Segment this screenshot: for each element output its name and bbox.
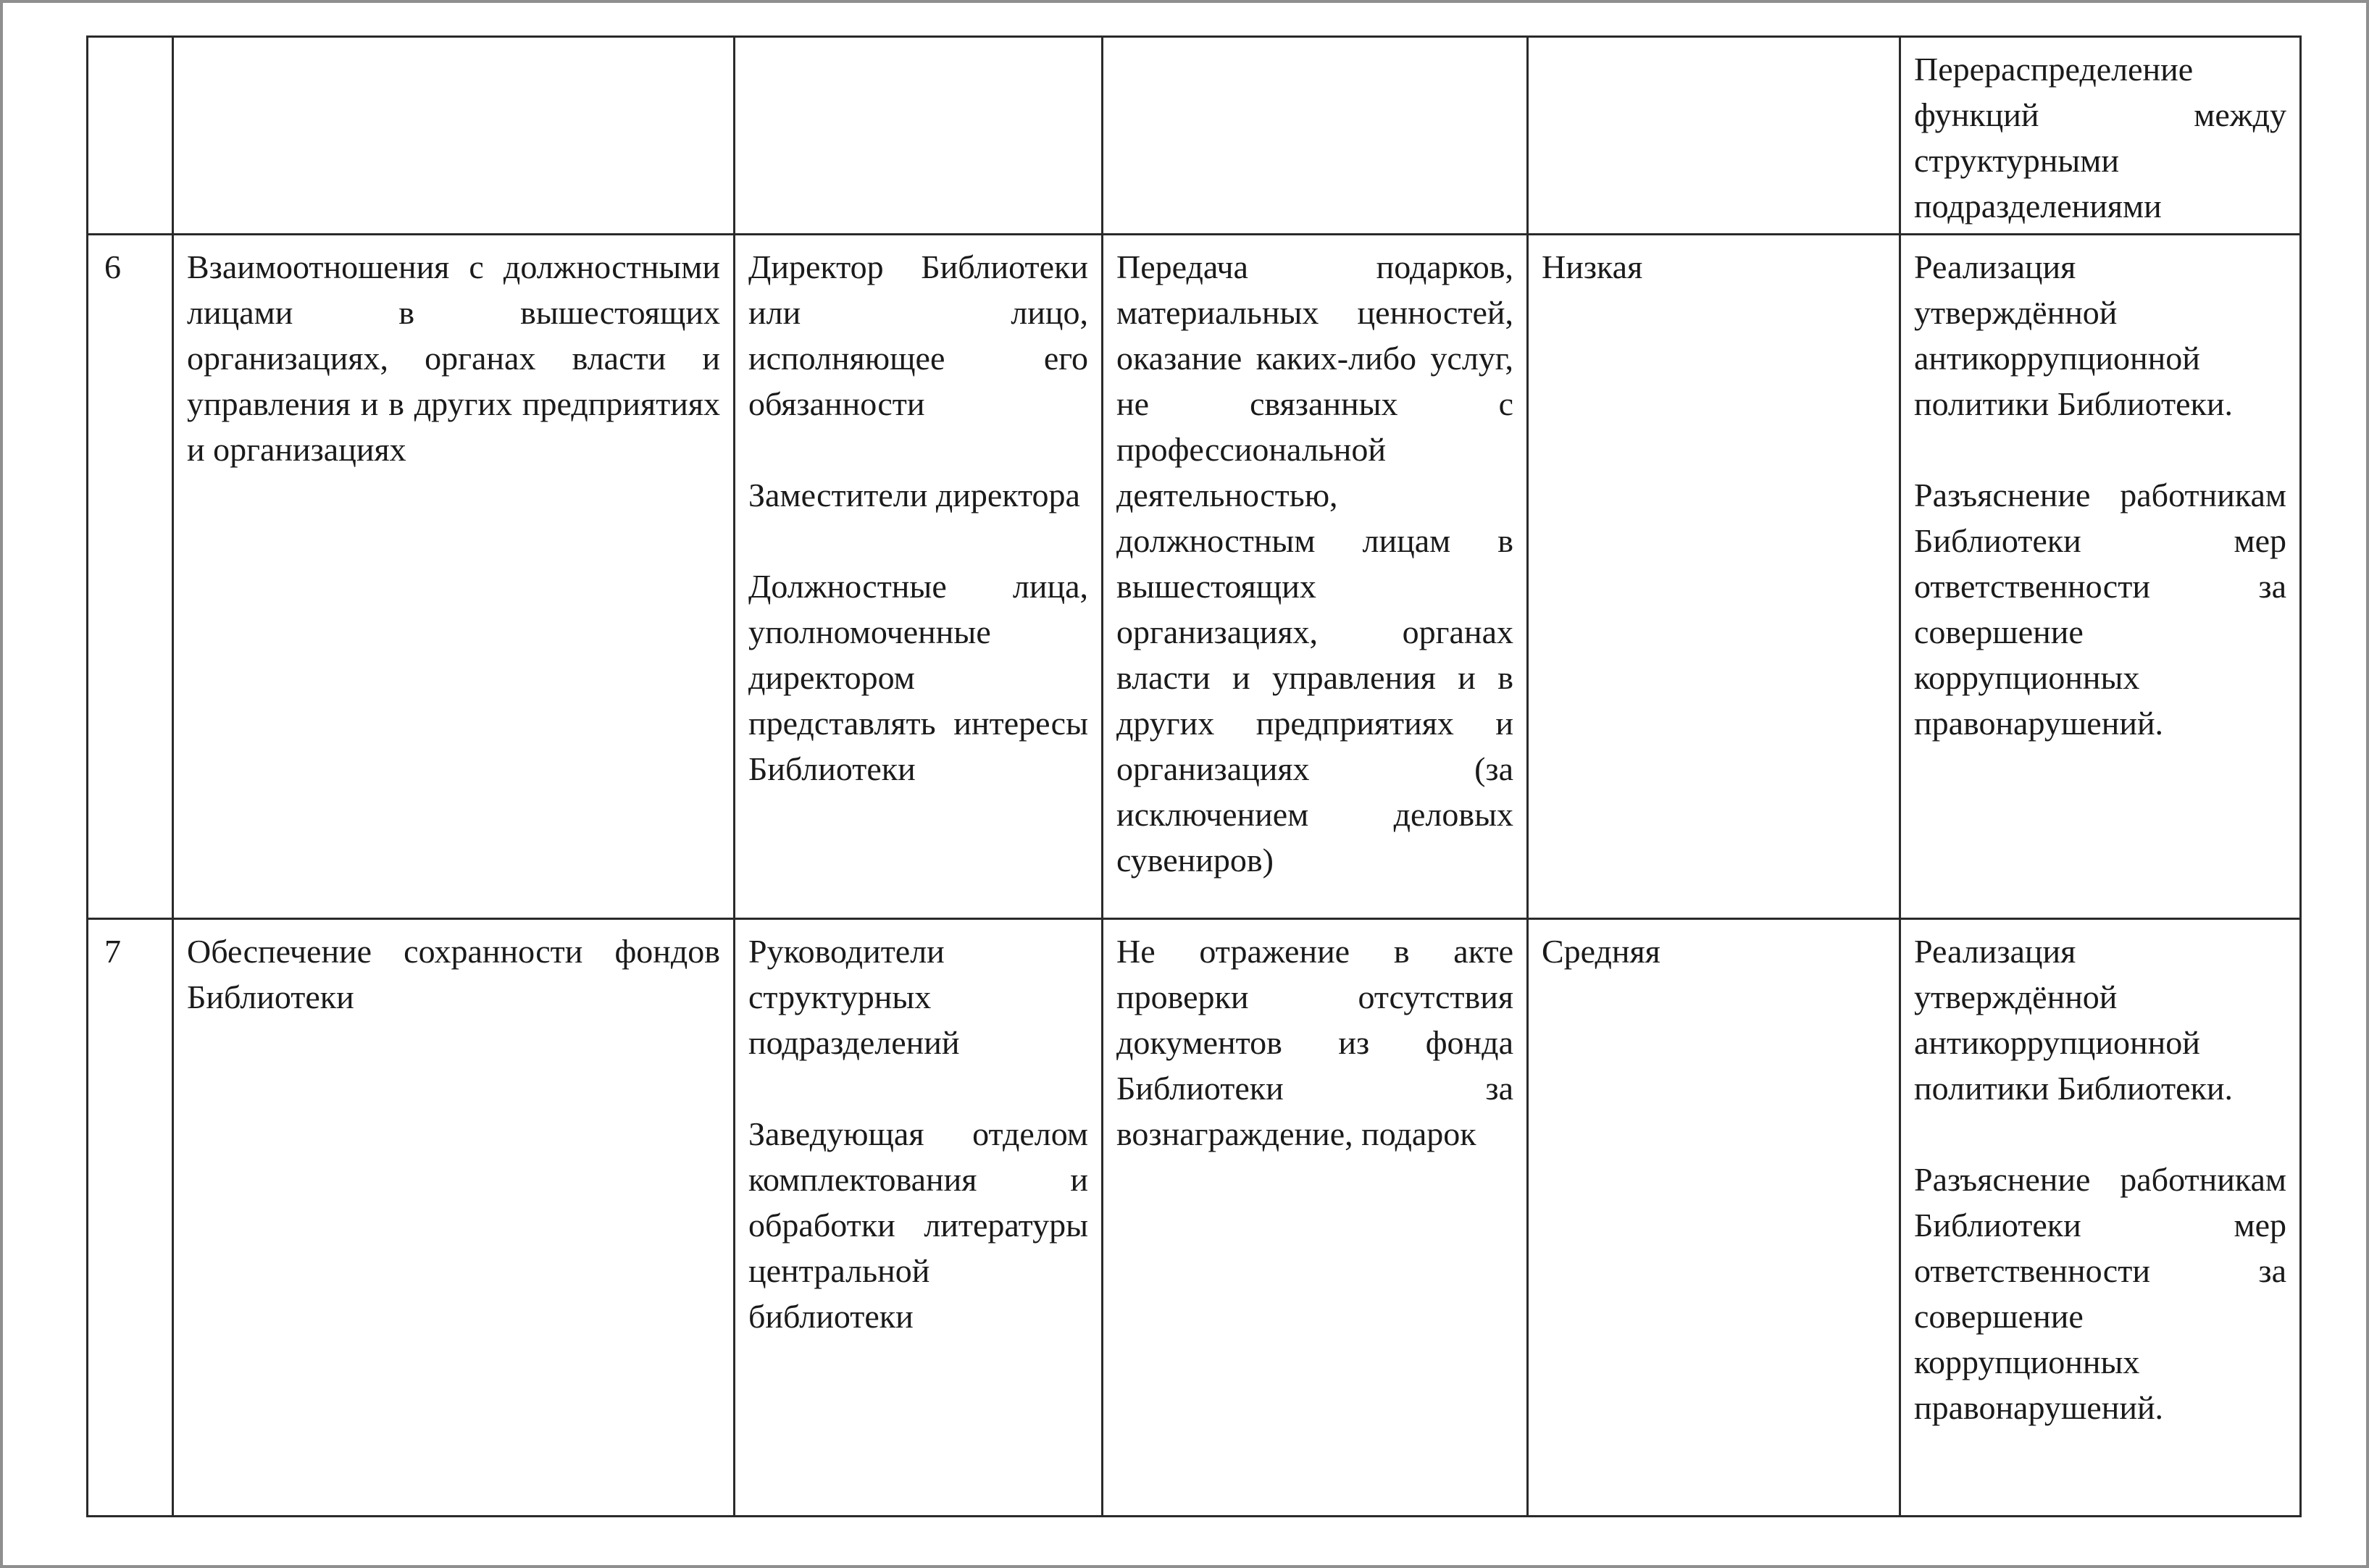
table-row-continued <box>88 37 2301 235</box>
cell-activity: Взаимоотношения с должностными лицами в вышестоящих организациях, органах власти и управления и в других предприятиях и организациях <box>173 235 735 919</box>
official-item: Заместители директора <box>748 477 1080 513</box>
cell-number: 6 <box>88 235 173 919</box>
measure-item: Разъяснение работникам Библиотеки мер ответственности за совершение коррупционных правонарушений. <box>1914 477 2286 742</box>
cell-level: Низкая <box>1528 235 1900 919</box>
cell-officials <box>735 235 1103 919</box>
cell-officials <box>735 37 1103 235</box>
table-row <box>88 235 2301 919</box>
measure-text: Перераспределение функций между структурными подразделениями <box>1914 51 2286 225</box>
cell-risk: Передача подарков, материальных ценностей, оказание каких-либо услуг, не связанных с профессиональной деятельностью, должностным лицам в вышестоящих организациях, органах власти и управления и в других предприятиях и организациях (за исключением деловых сувениров) <box>1103 235 1528 919</box>
cell-measures <box>1900 37 2301 235</box>
cell-measures <box>1900 235 2301 919</box>
measure-item: Реализация утверждённой антикоррупционной политики Библиотеки. <box>1914 933 2234 1107</box>
measure-item: Разъяснение работникам Библиотеки мер ответственности за совершение коррупционных правонарушений. <box>1914 1161 2286 1426</box>
table-row <box>88 919 2301 1517</box>
cell-risk <box>1103 37 1528 235</box>
cell-officials <box>735 919 1103 1517</box>
cell-risk: Не отражение в акте проверки отсутствия документов из фонда Библиотеки за вознаграждение, подарок <box>1103 919 1528 1517</box>
cell-number <box>88 37 173 235</box>
official-item: Директор Библиотеки или лицо, исполняющее его обязанности <box>748 248 1088 422</box>
cell-level: Средняя <box>1528 919 1900 1517</box>
official-item: Заведующая отделом комплектования и обработки литературы центральной библиотеки <box>748 1115 1088 1335</box>
cell-level <box>1528 37 1900 235</box>
cell-number: 7 <box>88 919 173 1517</box>
official-item: Руководители структурных подразделений <box>748 933 960 1061</box>
measure-item: Реализация утверждённой антикоррупционной политики Библиотеки. <box>1914 248 2234 422</box>
cell-measures <box>1900 919 2301 1517</box>
corruption-risk-table <box>86 35 2302 1517</box>
cell-activity <box>173 37 735 235</box>
cell-activity: Обеспечение сохранности фондов Библиотеки <box>173 919 735 1517</box>
official-item: Должностные лица, уполномоченные директором представлять интересы Библиотеки <box>748 568 1088 787</box>
